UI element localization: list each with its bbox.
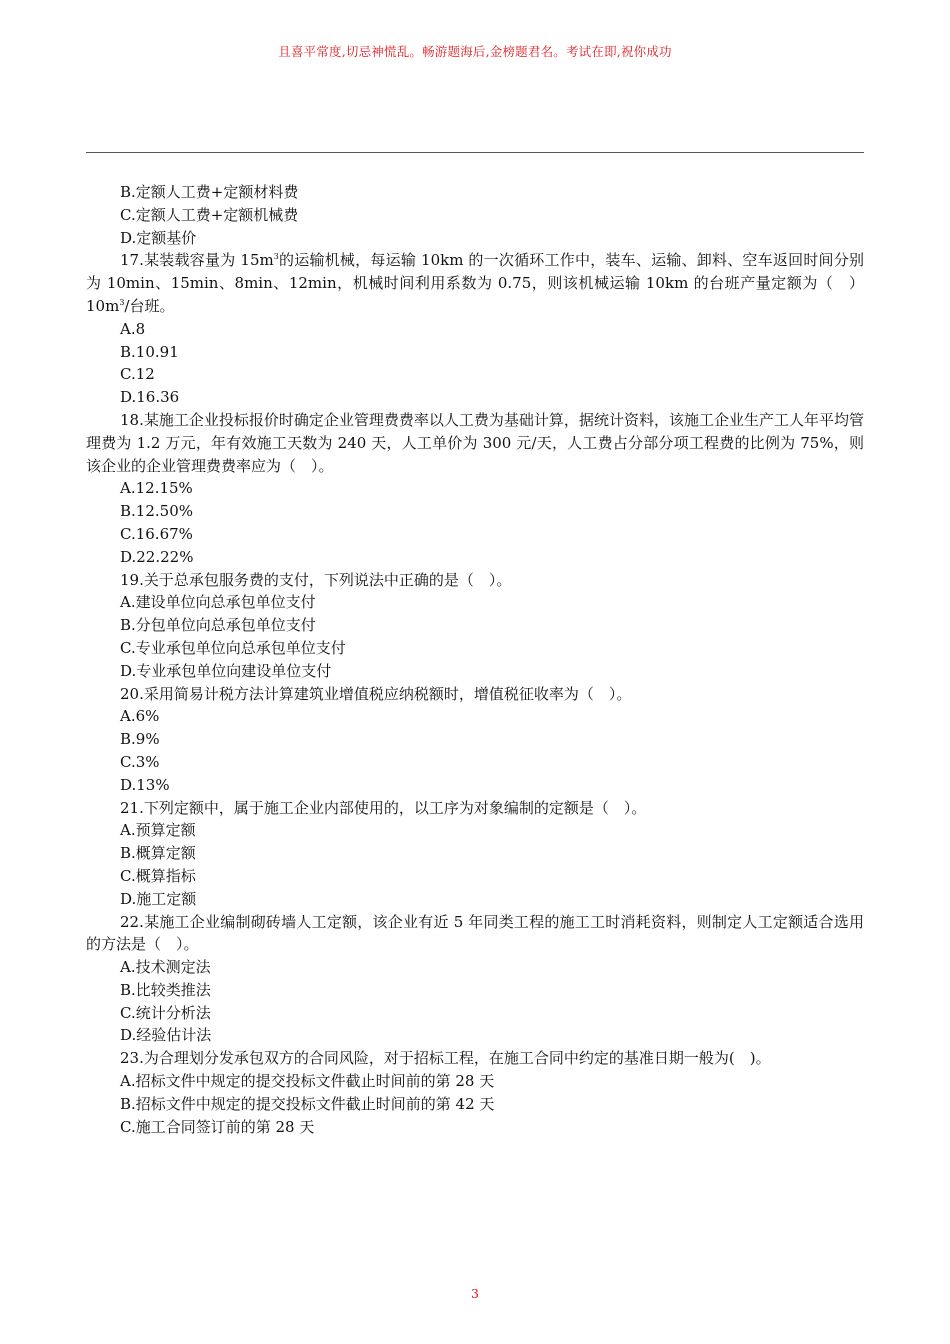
option-22d: D.经验估计法	[120, 1026, 212, 1045]
option-16d: D.定额基价	[120, 228, 197, 247]
option-18c: C.16.67%	[120, 524, 193, 543]
option-18d: D.22.22%	[120, 547, 194, 566]
question-17-part-1: 17.某装载容量为 15m	[120, 251, 274, 270]
superscript-3: 3	[273, 252, 279, 262]
question-23: 23.为合理划分发承包双方的合同风险，对于招标工程，在施工合同中约定的基准日期一般为( )。	[120, 1049, 771, 1068]
question-17-part-3: /台班。	[124, 296, 175, 315]
option-19d: D.专业承包单位向建设单位支付	[120, 661, 332, 680]
question-17-part-2: 的运输机械，每运输 10km 的一次循环工作中，装车、运输、卸料、空车返回时间分别为 10min、15min、8min、12min，机械时间利用系数为 0.75，则该机械运输 10km 的台班产量定额为（ ）10m	[86, 251, 864, 315]
question-20: 20.采用简易计税方法计算建筑业增值税应纳税额时，增值税征收率为（ ）。	[120, 684, 632, 703]
option-19a: A.建设单位向总承包单位支付	[120, 593, 316, 612]
option-17c: C.12	[120, 365, 155, 384]
question-19: 19.关于总承包服务费的支付，下列说法中正确的是（ ）。	[120, 570, 512, 589]
question-21: 21.下列定额中，属于施工企业内部使用的，以工序为对象编制的定额是（ ）。	[120, 798, 647, 817]
option-20d: D.13%	[120, 775, 170, 794]
option-20b: B.9%	[120, 730, 160, 749]
page-header-motto: 且喜平常度,切忌神慌乱。畅游题海后,金榜题君名。考试在即,祝你成功	[278, 44, 672, 59]
option-23c: C.施工合同签订前的第 28 天	[120, 1117, 315, 1136]
document-body	[86, 181, 864, 1138]
option-18a: A.12.15%	[120, 479, 193, 498]
option-21b: B.概算定额	[120, 844, 196, 863]
superscript-3: 3	[119, 297, 125, 307]
option-16b: B.定额人工费+定额材料费	[120, 183, 299, 201]
question-17	[86, 249, 864, 317]
option-17a: A.8	[120, 319, 146, 338]
option-19c: C.专业承包单位向总承包单位支付	[120, 638, 346, 657]
option-21c: C.概算指标	[120, 866, 196, 885]
option-23b: B.招标文件中规定的提交投标文件截止时间前的第 42 天	[120, 1094, 495, 1113]
option-22c: C.统计分析法	[120, 1003, 211, 1022]
question-18: 18.某施工企业投标报价时确定企业管理费费率以人工费为基础计算，据统计资料，该施工企业生产工人年平均管理费为 1.2 万元，年有效施工天数为 240 天，人工单价为 300 元/天，人工费占分部分项工程费的比例为 75%，则该企业的企业管理费费率应为（ ）。	[86, 410, 864, 475]
option-23a: A.招标文件中规定的提交投标文件截止时间前的第 28 天	[120, 1072, 495, 1091]
header-divider	[86, 152, 864, 153]
option-16c: C.定额人工费+定额机械费	[120, 205, 299, 224]
option-21d: D.施工定额	[120, 889, 197, 908]
option-17d: D.16.36	[120, 388, 180, 407]
option-19b: B.分包单位向总承包单位支付	[120, 616, 316, 635]
option-17b: B.10.91	[120, 342, 179, 361]
option-21a: A.预算定额	[120, 821, 196, 840]
question-22: 22.某施工企业编制砌砖墙人工定额，该企业有近 5 年同类工程的施工工时消耗资料，则制定人工定额适合选用的方法是（ ）。	[86, 912, 864, 954]
option-22a: A.技术测定法	[120, 958, 211, 977]
option-20a: A.6%	[120, 707, 160, 726]
option-18b: B.12.50%	[120, 502, 193, 521]
option-20c: C.3%	[120, 752, 160, 771]
option-22b: B.比较类推法	[120, 980, 211, 999]
page-number: 3	[471, 1286, 479, 1301]
